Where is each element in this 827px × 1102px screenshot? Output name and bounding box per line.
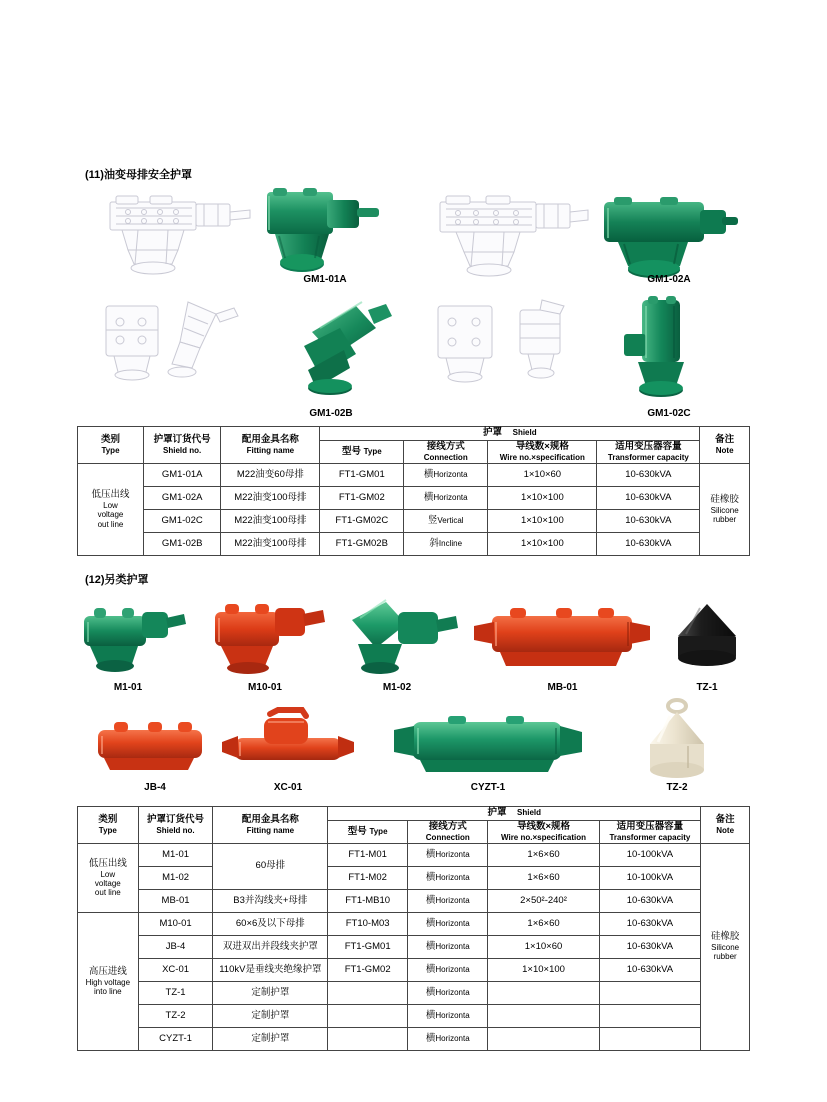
td2-model: FT1-GM01 <box>328 936 408 959</box>
td2-note-cn: 硅橡胶 <box>710 931 740 943</box>
td2-wire: 1×6×60 <box>488 913 599 936</box>
td-model: FT1-GM02C <box>320 510 404 533</box>
td2-capacity <box>599 1005 701 1028</box>
section-title-12: (12)另类护罩 <box>85 574 149 586</box>
th2-type-en: Type <box>98 825 117 835</box>
th-shield-group-cn: 护罩 <box>483 427 503 438</box>
figure-tz-2 <box>622 696 732 784</box>
td-conn: 横Horizonta <box>404 487 488 510</box>
td2-capacity: 10-630kVA <box>599 959 701 982</box>
spec-table-12 <box>77 806 750 1051</box>
td2-model: FT10-M03 <box>328 913 408 936</box>
td2-shield-no: JB-4 <box>138 936 213 959</box>
td2-shield-no: M10-01 <box>138 913 213 936</box>
td-model: FT1-GM02B <box>320 533 404 556</box>
th2-fitting-cn: 配用金具名称 <box>241 813 299 825</box>
th-wire-en: Wire no.×specification <box>499 452 585 462</box>
th2-fitting-en: Fitting name <box>246 825 295 835</box>
table-row <box>78 959 750 982</box>
td2-conn: 横Horizonta <box>408 982 488 1005</box>
td-wire: 1×10×100 <box>488 510 597 533</box>
td2-model <box>328 1005 408 1028</box>
td2-fitting: 60×6及以下母排 <box>213 913 328 936</box>
td2-shield-no: CYZT-1 <box>138 1028 213 1051</box>
td2-wire <box>488 1005 599 1028</box>
figure-mb-01 <box>470 596 655 682</box>
th-shield-group-en: Shield <box>512 428 537 437</box>
td2-wire: 2×50²-240² <box>488 890 599 913</box>
td-type-cn: 低压出线 <box>91 489 130 501</box>
th-model-en: Type <box>363 446 382 456</box>
th-note-cn: 备注 <box>715 433 735 445</box>
table-row <box>78 487 750 510</box>
td-fitting: M22油变100母排 <box>221 487 320 510</box>
table-row <box>78 936 750 959</box>
td-conn: 竖Vertical <box>404 510 488 533</box>
th2-model-cn: 型号 <box>347 825 367 837</box>
td2-fitting: 60母排 <box>213 844 328 890</box>
th2-conn-en: Connection <box>425 832 470 842</box>
spec-table-11 <box>77 426 750 556</box>
figure-gm1-01a-drawing <box>92 188 262 288</box>
td2-conn: 横Horizonta <box>408 1028 488 1051</box>
figure-label-gm1-01a: GM1-01A <box>303 274 347 285</box>
td-type-en2: voltage <box>97 510 124 520</box>
td2-conn: 横Horizonta <box>408 913 488 936</box>
td2-fitting: B3并沟线夹+母排 <box>213 890 328 913</box>
td-shield-no: GM1-02B <box>143 533 220 556</box>
td2-wire <box>488 982 599 1005</box>
figure-label-m10-01: M10-01 <box>248 682 282 693</box>
table-row <box>78 510 750 533</box>
td2-type2-cn: 高压进线 <box>88 965 127 977</box>
td2-fitting: 110kV是垂线夹绝缘护罩 <box>213 959 328 982</box>
td2-model: FT1-M02 <box>328 867 408 890</box>
td-type-en3: out line <box>97 519 124 529</box>
th2-shield-group-en: Shield <box>517 808 542 817</box>
td2-type2-en1: High voltage <box>85 977 131 987</box>
td2-capacity <box>599 1028 701 1051</box>
th2-shieldno-cn: 护罩订货代号 <box>147 813 205 825</box>
td-fitting: M22油变60母排 <box>221 464 320 487</box>
td2-type1-en1: Low <box>100 869 116 879</box>
td2-capacity: 10-630kVA <box>599 936 701 959</box>
figure-gm1-02c-drawing <box>424 296 599 396</box>
td2-shield-no: TZ-1 <box>138 982 213 1005</box>
td2-wire: 1×6×60 <box>488 867 599 890</box>
figure-label-m1-02: M1-02 <box>382 682 412 693</box>
section-title-11: (11)油变母排安全护罩 <box>85 169 192 181</box>
td2-conn: 横Horizonta <box>408 890 488 913</box>
td-wire: 1×10×60 <box>488 464 597 487</box>
th-fitting-cn: 配用金具名称 <box>241 433 299 445</box>
td-note-en1: Silicone <box>710 505 739 515</box>
figure-gm1-02b-drawing <box>92 296 267 396</box>
td2-wire: 1×10×60 <box>488 936 599 959</box>
th2-type-cn: 类别 <box>98 813 118 825</box>
td2-model <box>328 1028 408 1051</box>
td2-fitting: 定制护罩 <box>213 1005 328 1028</box>
th2-capacity-en: Transformer capacity <box>609 832 691 842</box>
th-fitting-en: Fitting name <box>246 445 295 455</box>
td2-type2-en2: into line <box>94 986 122 996</box>
th-conn-en: Connection <box>423 452 468 462</box>
th-model-cn: 型号 <box>341 445 361 457</box>
td2-shield-no: MB-01 <box>138 890 213 913</box>
figure-jb-4 <box>90 712 220 778</box>
td-note-cn: 硅橡胶 <box>710 493 739 505</box>
td-conn: 横Horizonta <box>404 464 488 487</box>
table-row <box>78 982 750 1005</box>
th-conn-cn: 接线方式 <box>426 440 465 452</box>
figure-label-jb-4: JB-4 <box>144 782 166 793</box>
td2-type1-en2: voltage <box>94 878 121 888</box>
td2-note-en1: Silicone rubber <box>711 943 740 962</box>
td-capacity: 10-630kVA <box>597 487 700 510</box>
th-type-cn: 类别 <box>100 433 120 445</box>
figure-gm1-02b-photo <box>268 298 398 406</box>
td2-conn: 横Horizonta <box>408 1005 488 1028</box>
figure-m1-01 <box>76 592 196 682</box>
th2-conn-cn: 接线方式 <box>428 820 467 832</box>
table-row <box>78 844 750 867</box>
table-row <box>78 464 750 487</box>
figure-label-cyzt-1: CYZT-1 <box>470 782 506 793</box>
td-capacity: 10-630kVA <box>597 533 700 556</box>
td2-wire: 1×6×60 <box>488 844 599 867</box>
figure-tz-1 <box>662 598 752 678</box>
td-conn: 斜Incline <box>404 533 488 556</box>
th2-wire-cn: 导线数×规格 <box>516 820 571 832</box>
th-shieldno-en: Shield no. <box>163 445 202 455</box>
td-shield-no: GM1-02A <box>143 487 220 510</box>
td2-type1-en3: out line <box>94 888 121 898</box>
td2-wire: 1×10×100 <box>488 959 599 982</box>
figure-gm1-02a-drawing <box>424 188 594 288</box>
th2-wire-en: Wire no.×specification <box>500 832 587 842</box>
td-capacity: 10-630kVA <box>597 464 700 487</box>
td2-conn: 横Horizonta <box>408 844 488 867</box>
figure-label-tz-2: TZ-2 <box>666 782 688 793</box>
td2-conn: 横Horizonta <box>408 936 488 959</box>
table-row <box>78 890 750 913</box>
figure-label-m1-01: M1-01 <box>113 682 143 693</box>
td2-conn: 横Horizonta <box>408 959 488 982</box>
td2-capacity: 10-630kVA <box>599 890 701 913</box>
figure-gm1-02c-photo <box>604 296 734 408</box>
figure-label-gm1-02b: GM1-02B <box>309 408 353 419</box>
td2-capacity: 10-100kVA <box>599 844 701 867</box>
td-wire: 1×10×100 <box>488 487 597 510</box>
td2-model <box>328 982 408 1005</box>
td-wire: 1×10×100 <box>488 533 597 556</box>
th2-capacity-cn: 适用变压器容量 <box>616 820 684 832</box>
td2-model: FT1-M01 <box>328 844 408 867</box>
td2-note <box>701 844 750 1051</box>
figure-cyzt-1 <box>388 708 588 782</box>
td2-model: FT1-MB10 <box>328 890 408 913</box>
td2-shield-no: TZ-2 <box>138 1005 213 1028</box>
td2-fitting: 定制护罩 <box>213 1028 328 1051</box>
table-row <box>78 913 750 936</box>
figure-label-gm1-02a: GM1-02A <box>647 274 691 285</box>
th2-model-en: Type <box>369 826 388 836</box>
th-type-en: Type <box>101 445 120 455</box>
th-capacity-cn: 适用变压器容量 <box>615 440 682 452</box>
th-shieldno-cn: 护罩订货代号 <box>153 433 211 445</box>
table-header-row-1 <box>78 807 750 821</box>
th2-shield-group-cn: 护罩 <box>487 807 507 818</box>
th-note-en: Note <box>715 445 734 455</box>
td2-type1-cn: 低压出线 <box>88 857 127 869</box>
table-row <box>78 1028 750 1051</box>
table-row <box>78 867 750 890</box>
td2-shield-no: M1-02 <box>138 867 213 890</box>
figure-m1-02 <box>342 590 472 682</box>
th2-note-cn: 备注 <box>715 813 735 825</box>
table-row <box>78 533 750 556</box>
th2-shieldno-en: Shield no. <box>156 825 195 835</box>
td2-shield-no: M1-01 <box>138 844 213 867</box>
td-fitting: M22油变100母排 <box>221 533 320 556</box>
table-header-row-1 <box>78 427 750 441</box>
td2-fitting: 双进双出并段线夹护罩 <box>213 936 328 959</box>
td2-fitting: 定制护罩 <box>213 982 328 1005</box>
td2-model: FT1-GM02 <box>328 959 408 982</box>
figure-label-gm1-02c: GM1-02C <box>647 408 691 419</box>
figure-label-mb-01: MB-01 <box>547 682 578 693</box>
td2-capacity: 10-630kVA <box>599 913 701 936</box>
td-fitting: M22油变100母排 <box>221 510 320 533</box>
th-wire-cn: 导线数×规格 <box>515 440 569 452</box>
td-shield-no: GM1-02C <box>143 510 220 533</box>
td-shield-no: GM1-01A <box>143 464 220 487</box>
figure-label-tz-1: TZ-1 <box>696 682 718 693</box>
td2-capacity: 10-100kVA <box>599 867 701 890</box>
th-capacity-en: Transformer capacity <box>607 452 689 462</box>
td-model: FT1-GM01 <box>320 464 404 487</box>
th2-note-en: Note <box>716 825 735 835</box>
table-row <box>78 1005 750 1028</box>
td2-capacity <box>599 982 701 1005</box>
td-capacity: 10-630kVA <box>597 510 700 533</box>
td2-conn: 横Horizonta <box>408 867 488 890</box>
td-type-en1: Low <box>103 501 118 511</box>
figure-m10-01 <box>205 590 335 682</box>
figure-label-xc-01: XC-01 <box>273 782 303 793</box>
figure-xc-01 <box>218 704 358 784</box>
td2-shield-no: XC-01 <box>138 959 213 982</box>
td-note-en2: rubber <box>713 514 737 524</box>
td-model: FT1-GM02 <box>320 487 404 510</box>
td2-wire <box>488 1028 599 1051</box>
